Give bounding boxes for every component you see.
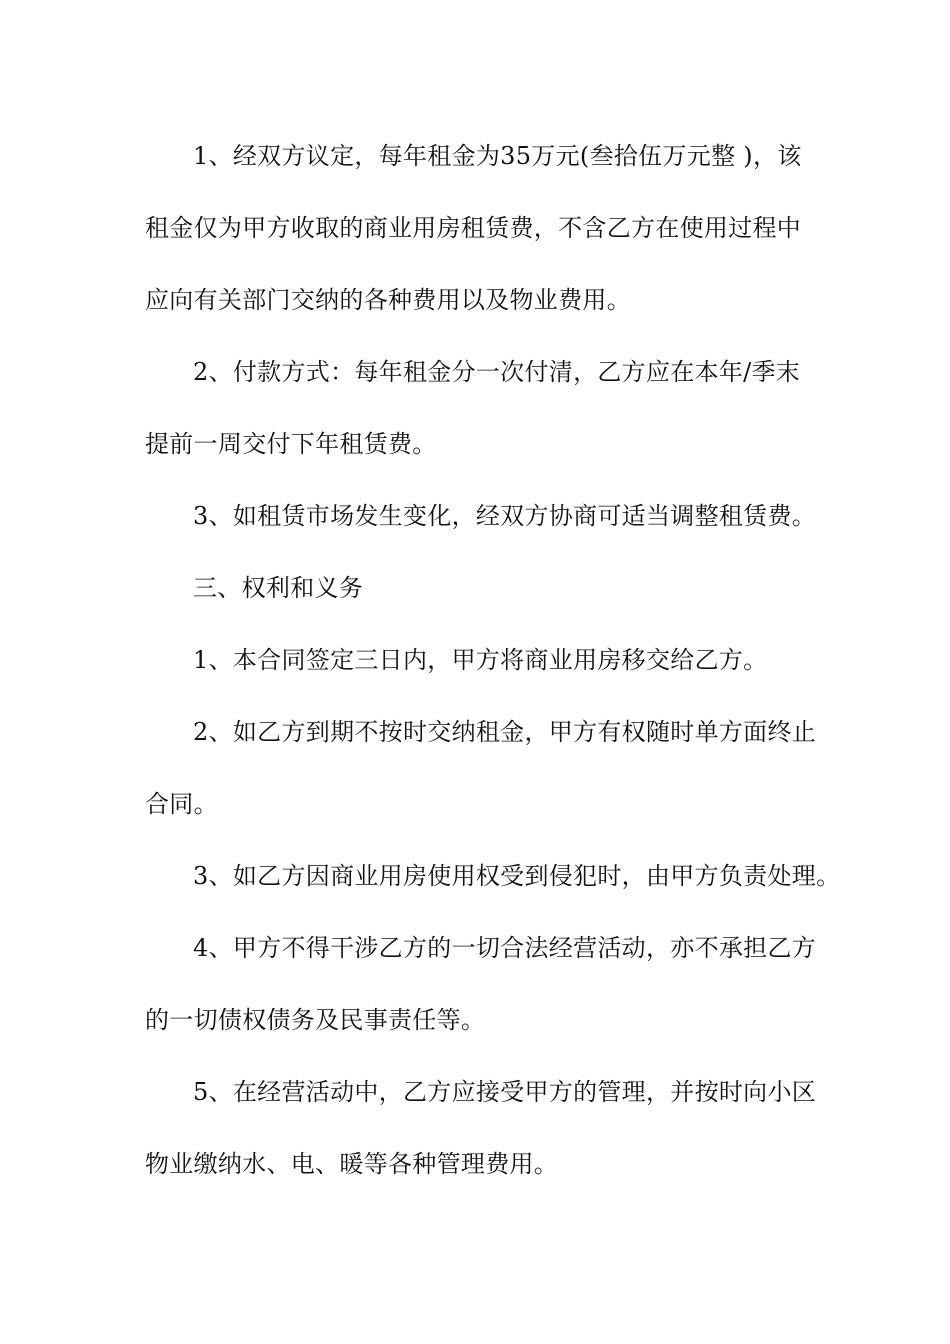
text-line: 1、本合同签定三日内，甲方将商业用房移交给乙方。 (193, 646, 768, 674)
document-body (145, 120, 841, 1200)
text-line: 物业缴纳水、电、暖等各种管理费用。 (145, 1150, 559, 1178)
text-line: 2、如乙方到期不按时交纳租金，甲方有权随时单方面终止 (193, 718, 817, 746)
text-line: 2、付款方式：每年租金分一次付清，乙方应在本年/季末 (193, 358, 801, 386)
text-line: 合同。 (145, 790, 218, 818)
text-line: 提前一周交付下年租赁费。 (145, 430, 437, 458)
text-line: 应向有关部门交纳的各种费用以及物业费用。 (145, 286, 631, 314)
text-line: 的一切债权债务及民事责任等。 (145, 1006, 486, 1034)
text-line: 1、经双方议定，每年租金为35万元(叁拾伍万元整 )，该 (193, 142, 802, 170)
text-line: 租金仅为甲方收取的商业用房租赁费，不含乙方在使用过程中 (145, 214, 802, 242)
section-heading: 三、权利和义务 (193, 574, 364, 602)
text-line: 3、如乙方因商业用房使用权受到侵犯时，由甲方负责处理。 (193, 862, 841, 890)
text-line: 5、在经营活动中，乙方应接受甲方的管理，并按时向小区 (193, 1078, 817, 1106)
text-line: 3、如租赁市场发生变化，经双方协商可适当调整租赁费。 (193, 502, 817, 530)
text-line: 4、甲方不得干涉乙方的一切合法经营活动，亦不承担乙方 (193, 934, 817, 962)
